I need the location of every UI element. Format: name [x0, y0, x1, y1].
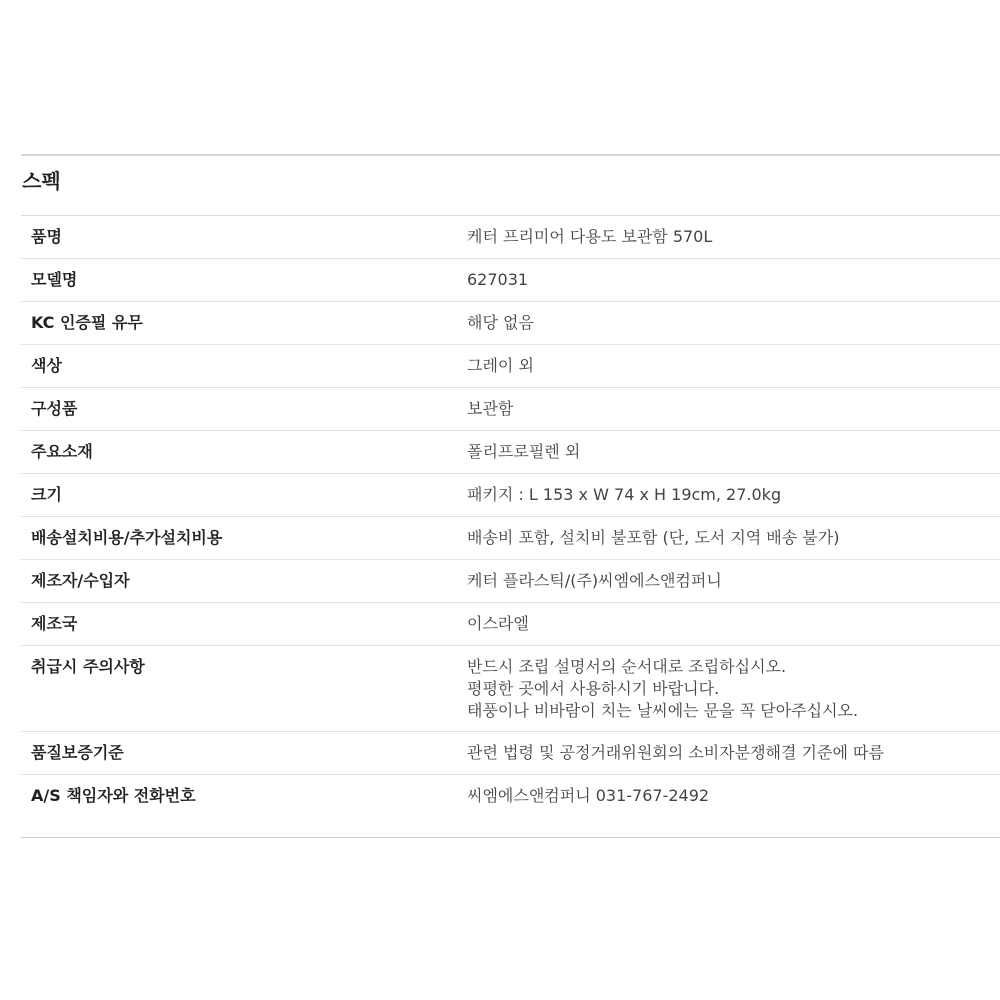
- spec-row-label: A/S 책임자와 전화번호: [31, 786, 196, 805]
- spec-row-label: KC 인증필 유무: [31, 313, 143, 332]
- spec-row: [21, 560, 1000, 603]
- spec-row: [21, 517, 1000, 560]
- spec-row-value: [467, 775, 1000, 837]
- spec-row: [21, 646, 1000, 732]
- spec-value-line: 이스라엘: [467, 614, 529, 633]
- spec-row-value: [467, 603, 1000, 645]
- spec-row: [21, 474, 1000, 517]
- spec-row-value: [467, 216, 1000, 258]
- spec-row-label: 구성품: [31, 399, 78, 418]
- spec-value-line: 태풍이나 비바람이 치는 날씨에는 문을 꼭 닫아주십시오.: [467, 701, 859, 720]
- spec-row-value: [467, 431, 1000, 473]
- spec-row: [21, 775, 1000, 838]
- spec-row-value: [467, 517, 1000, 559]
- spec-row: [21, 259, 1000, 302]
- spec-value-line: 배송비 포함, 설치비 불포함 (단, 도서 지역 배송 불가): [467, 528, 840, 547]
- spec-row: [21, 302, 1000, 345]
- spec-value-line: 폴리프로필렌 외: [467, 442, 581, 461]
- spec-value-line: 627031: [467, 270, 529, 289]
- spec-value-line: 케터 플라스틱/(주)씨엠에스앤컴퍼니: [467, 571, 722, 590]
- spec-row-label: 제조자/수입자: [31, 571, 130, 590]
- spec-row-label: 제조국: [31, 614, 78, 633]
- spec-value-line: 평평한 곳에서 사용하시기 바랍니다.: [467, 679, 720, 698]
- spec-table: [21, 154, 1000, 838]
- spec-row-label: 크기: [31, 485, 62, 504]
- spec-row: [21, 431, 1000, 474]
- spec-row: [21, 345, 1000, 388]
- spec-row: [21, 388, 1000, 431]
- spec-row-label: 품명: [31, 227, 62, 246]
- spec-row-value: [467, 732, 1000, 774]
- spec-row-label: 취급시 주의사항: [31, 657, 145, 676]
- spec-value-line: 해당 없음: [467, 313, 534, 332]
- spec-value-line: 그레이 외: [467, 356, 534, 375]
- spec-row-label: 배송설치비용/추가설치비용: [31, 528, 223, 547]
- spec-value-line: 씨엠에스앤컴퍼니 031-767-2492: [467, 786, 710, 805]
- spec-row-value: [467, 388, 1000, 430]
- spec-row: [21, 216, 1000, 259]
- spec-row-label: 색상: [31, 356, 62, 375]
- spec-row-label: 품질보증기준: [31, 743, 124, 762]
- spec-row-value: [467, 646, 1000, 731]
- spec-row-label: 주요소재: [31, 442, 93, 461]
- spec-value-line: 반드시 조립 설명서의 순서대로 조립하십시오.: [467, 657, 787, 676]
- spec-section-title: 스펙: [21, 156, 1000, 216]
- spec-row-value: [467, 474, 1000, 516]
- spec-row-value: [467, 302, 1000, 344]
- spec-rows: [21, 216, 1000, 838]
- spec-row-label: 모델명: [31, 270, 78, 289]
- spec-row-value: [467, 345, 1000, 387]
- spec-row-value: [467, 259, 1000, 301]
- spec-row-value: [467, 560, 1000, 602]
- spec-value-line: 보관함: [467, 399, 514, 418]
- spec-value-line: 패키지 : L 153 x W 74 x H 19cm, 27.0kg: [467, 485, 782, 504]
- spec-value-line: 케터 프리미어 다용도 보관함 570L: [467, 227, 713, 246]
- spec-value-line: 관련 법령 및 공정거래위원회의 소비자분쟁해결 기준에 따름: [467, 743, 884, 762]
- spec-row: [21, 732, 1000, 775]
- spec-row: [21, 603, 1000, 646]
